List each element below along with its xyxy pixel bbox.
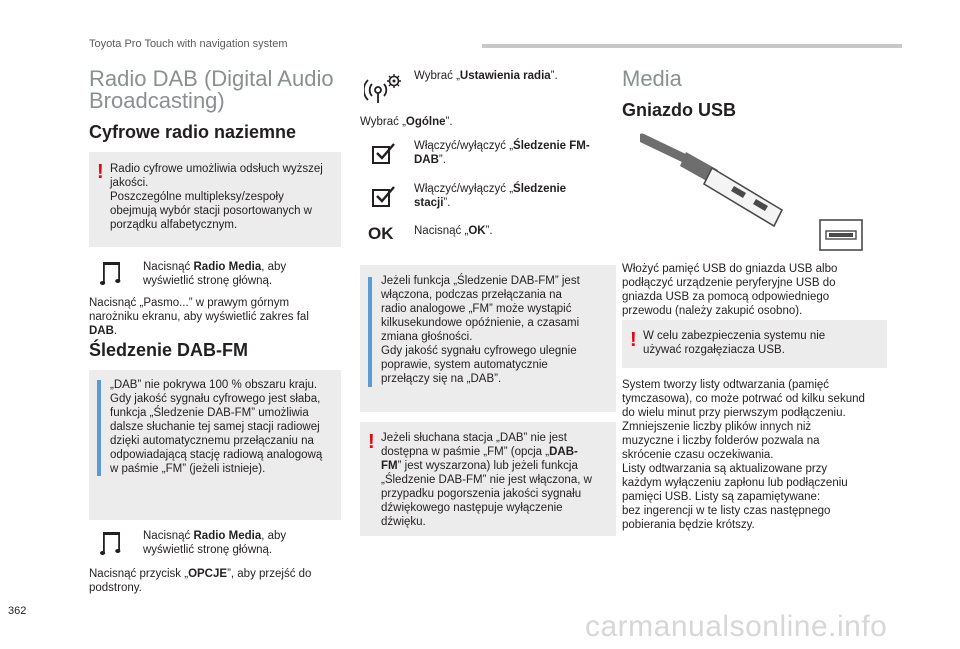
section-title-line2: Broadcasting) <box>89 88 225 113</box>
step-bold: OK <box>468 225 486 237</box>
warning-text-part: dostępna w paśmie „FM” (opcja „ <box>381 446 550 458</box>
step-text: , aby <box>261 261 287 273</box>
paragraph-bold: OPCJE <box>188 568 228 580</box>
info-line: włączona, podczas przełączania na <box>381 289 562 301</box>
paragraph-line: Włożyć pamięć USB do gniazda USB albo <box>622 263 838 275</box>
warning-line: W celu zabezpieczenia systemu nie <box>643 330 826 342</box>
info-line: zmiana głośności. <box>381 331 473 343</box>
paragraph-line: każdym wyłączeniu zapłonu lub podłączeniu <box>622 477 848 489</box>
step-text: ”. <box>550 70 558 82</box>
paragraph-bold: DAB <box>89 325 114 337</box>
info-line: Gdy jakość sygnału cyfrowego jest słaba, <box>110 393 321 405</box>
warning-line: Jeżeli słuchana stacja „DAB” nie jest <box>381 432 567 444</box>
music-note-icon <box>100 530 124 558</box>
step-press-radio-media <box>143 260 341 288</box>
step-text-line2: wyświetlić stronę główną. <box>143 275 273 287</box>
step-bold: Radio Media <box>193 261 262 273</box>
info-line: dzięki automatycznemu przełączaniu na <box>110 435 314 447</box>
usb-plug-icon <box>640 130 870 255</box>
warning-line: używać rozgałęziacza USB. <box>643 344 785 356</box>
paragraph-line: bez ingerencji w te listy czas następnego <box>622 505 831 517</box>
step-bold: Śledzenie <box>513 183 567 195</box>
paragraph-line: tymczasowa), co może potrwać od kilku sekund <box>622 393 865 405</box>
paragraph-line: Nacisnąć „Pasmo...” w prawym górnym <box>89 297 290 309</box>
music-note-icon <box>100 260 124 288</box>
warning-icon: ! <box>97 161 104 183</box>
subheading-dab-fm: Śledzenie DAB-FM <box>89 340 249 360</box>
paragraph-line: gniazda USB za pomocą odpowiedniego <box>622 291 830 303</box>
info-line: Jeżeli funkcja „Śledzenie DAB-FM” jest <box>381 275 580 287</box>
info-icon <box>97 380 101 476</box>
step-text: Nacisnąć „ <box>414 225 469 237</box>
step-press-ok <box>414 224 614 238</box>
info-box-delay <box>360 265 616 412</box>
info-text <box>381 274 608 386</box>
subheading-digital-radio: Cyfrowe radio naziemne <box>89 122 297 142</box>
step-bold: Ustawienia radia <box>459 70 551 82</box>
paragraph-insert-usb <box>622 262 892 318</box>
info-line: w paśmie „FM” (jeżeli istnieje). <box>110 463 266 475</box>
paragraph-playlists <box>622 378 897 532</box>
warning-box-mute <box>360 422 616 536</box>
info-line: funkcja „Śledzenie DAB-FM” umożliwia <box>110 407 309 419</box>
warning-line: obejmują wybór stacji posortowanych w <box>110 205 312 217</box>
warning-bold: FM <box>381 460 398 472</box>
paragraph-line: podstrony. <box>89 582 142 594</box>
section-title-line1: Radio DAB (Digital Audio <box>89 66 334 91</box>
step-text: Włączyć/wyłączyć „ <box>414 140 514 152</box>
paragraph-text: ”, aby przejść do <box>227 568 312 580</box>
settings-radio-icon <box>364 72 404 104</box>
header-bar <box>482 44 902 48</box>
paragraph-line: narożniku ekranu, aby wyświetlić zakres fal <box>89 311 309 323</box>
paragraph-line: pamięci USB. Listy są zapamiętywane: <box>622 491 821 503</box>
info-line: dalsze słuchanie tej samej stacji radiowej <box>110 421 320 433</box>
warning-box-dab <box>89 152 341 247</box>
step-text: Nacisnąć <box>143 261 194 273</box>
warning-text <box>643 329 879 357</box>
info-icon <box>368 277 372 387</box>
paragraph-line: Zmniejszenie liczby plików innych niż <box>622 421 812 433</box>
warning-icon: ! <box>368 431 375 453</box>
paragraph-text: Nacisnąć przycisk „ <box>89 568 189 580</box>
warning-bold: DAB- <box>549 446 578 458</box>
step-text-line2: wyświetlić stronę główną. <box>143 544 273 556</box>
step-radio-settings <box>414 69 614 83</box>
step-text: Nacisnąć <box>143 530 194 542</box>
subheading-usb: Gniazdo USB <box>622 100 737 120</box>
warning-line: porządku alfabetycznym. <box>110 219 238 231</box>
warning-box-usb-hub <box>622 320 887 368</box>
step-text: ”. <box>443 197 451 209</box>
step-toggle-fm-dab <box>414 139 614 167</box>
step-text: Wybrać „ <box>414 70 460 82</box>
paragraph-line: podłączyć urządzenie peryferyjne USB do <box>622 277 836 289</box>
info-line: Gdy jakość sygnału cyfrowego ulegnie <box>381 345 577 357</box>
running-header: Toyota Pro Touch with navigation system <box>89 38 288 50</box>
paragraph-line: przewodu (należy zakupić osobno). <box>622 305 803 317</box>
paragraph-line: skrócenie czasu oczekiwania. <box>622 449 774 461</box>
warning-text <box>110 162 333 232</box>
page-number: 362 <box>8 605 27 617</box>
step-bold: stacji <box>414 197 444 209</box>
step-bold: Śledzenie FM- <box>513 140 590 152</box>
info-line: „DAB” nie pokrywa 100 % obszaru kraju. <box>110 379 318 391</box>
info-line: poprawie, system automatycznie <box>381 359 548 371</box>
paragraph-options <box>89 567 341 595</box>
warning-text-part: ” jest wyszarzona) lub jeżeli funkcja <box>397 460 578 472</box>
paragraph-line: do wielu minut przy pierwszym podłączeniu. <box>622 407 846 419</box>
paragraph-line: Listy odtwarzania są aktualizowane przy <box>622 463 828 475</box>
warning-line: przypadku pogorszenia jakości sygnału <box>381 488 582 500</box>
watermark: carmanualsonline.info <box>585 610 888 643</box>
warning-line: „Śledzenie DAB-FM” nie jest włączona, w <box>381 474 592 486</box>
checkbox-icon <box>372 185 396 207</box>
info-box-dab-coverage <box>89 370 341 520</box>
step-text: ”. <box>445 116 453 128</box>
warning-icon: ! <box>630 329 637 351</box>
warning-line: Poszczególne multipleksy/zespoły <box>110 191 284 203</box>
paragraph-band <box>89 296 341 338</box>
info-line: odpowiadającą stację radiową analogową <box>110 449 323 461</box>
warning-line: dźwiękowego następuje wyłączenie <box>381 502 563 514</box>
info-line: przełączy się na „DAB”. <box>381 373 502 385</box>
paragraph-end: . <box>113 325 118 337</box>
step-text: , aby <box>261 530 287 542</box>
step-text: Wybrać „ <box>360 116 406 128</box>
step-bold: Radio Media <box>193 530 262 542</box>
info-line: kilkusekundowe opóźnienie, a czasami <box>381 317 580 329</box>
step-toggle-station-tracking <box>414 182 614 210</box>
step-press-radio-media-2 <box>143 529 341 557</box>
section-title-media: Media <box>622 66 682 91</box>
info-line: radio analogowe „FM” może wystąpić <box>381 303 572 315</box>
info-text <box>110 378 333 476</box>
step-general <box>360 115 610 129</box>
warning-line: dźwięku. <box>381 516 426 528</box>
warning-line: Radio cyfrowe umożliwia odsłuch wyższej <box>110 163 323 175</box>
step-bold: Ogólne <box>405 116 446 128</box>
paragraph-line: pobierania będzie krótszy. <box>622 519 755 531</box>
step-text: Włączyć/wyłączyć „ <box>414 183 514 195</box>
ok-icon: OK <box>368 224 394 243</box>
paragraph-line: muzyczne i liczby folderów pozwala na <box>622 435 820 447</box>
usb-port-icon <box>820 220 862 250</box>
warning-line: jakości. <box>110 177 149 189</box>
checkbox-icon <box>372 142 396 164</box>
step-text: ”. <box>485 225 493 237</box>
warning-text <box>381 431 608 529</box>
step-bold: DAB <box>414 154 439 166</box>
paragraph-line: System tworzy listy odtwarzania (pamięć <box>622 379 830 391</box>
step-text: ”. <box>438 154 446 166</box>
